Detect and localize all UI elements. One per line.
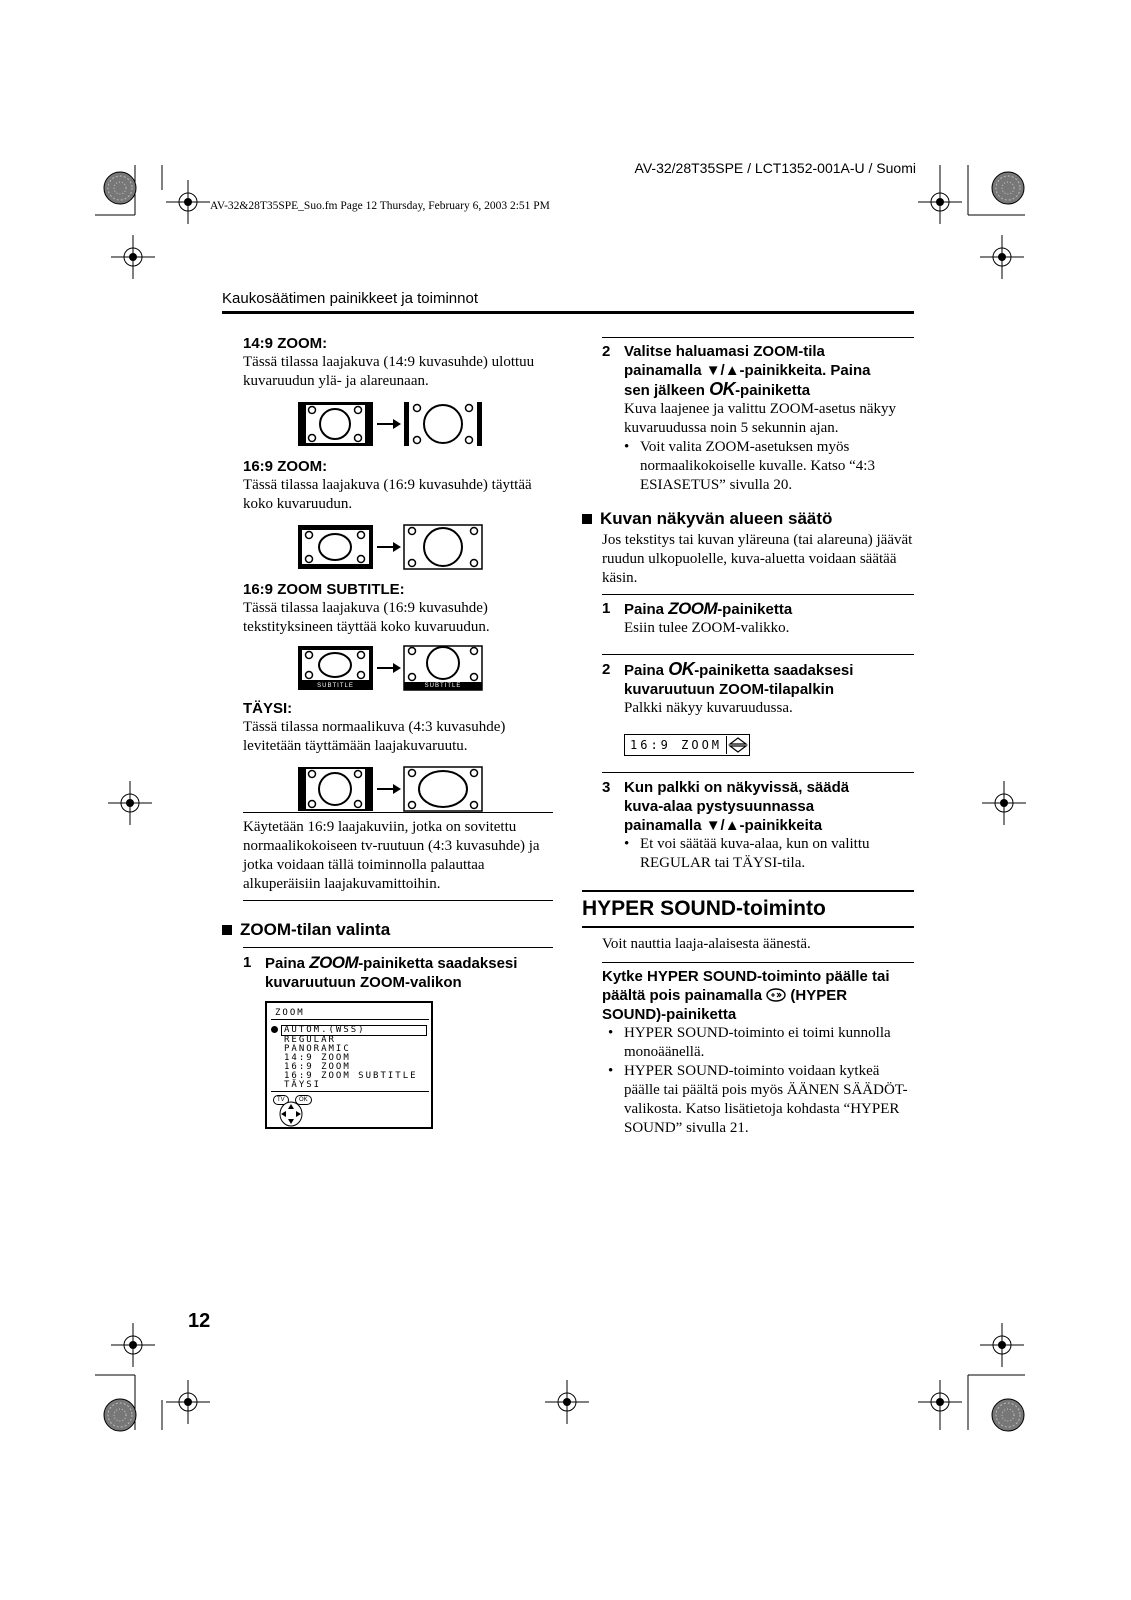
area-step1-rule	[602, 594, 914, 595]
header-rule	[222, 311, 914, 314]
area-heading-text: Kuvan näkyvän alueen säätö	[600, 509, 833, 528]
taysi-title: TÄYSI:	[243, 700, 293, 717]
area-step3-rule	[602, 772, 914, 773]
zoom-select-step1	[243, 953, 555, 992]
file-info: AV-32&28T35SPE_Suo.fm Page 12 Thursday, February 6, 2003 2:51 PM	[210, 200, 550, 212]
ok-button-logo: OK	[668, 659, 695, 679]
zoom-menu-title: ZOOM	[275, 1008, 305, 1018]
zoom149-title: 14:9 ZOOM:	[243, 335, 328, 352]
section-title: Kaukosäätimen painikkeet ja toiminnot	[222, 290, 478, 307]
hyper-instruction-text: Kytke HYPER SOUND-toiminto päälle tai päältä pois painamalla (HYPER SOUND)-painiketta	[602, 968, 890, 1023]
area-step2-body: Palkki näkyy kuvaruudussa.	[624, 700, 793, 716]
zoom-select-rule	[243, 947, 553, 948]
taysi-body: Tässä tilassa normaalikuva (4:3 kuvasuhde) levitetään täyttämään laajakuvaruutu.	[243, 719, 506, 754]
zoom169sub-title: 16:9 ZOOM SUBTITLE:	[243, 581, 405, 598]
up-down-arrow-icon	[726, 736, 749, 754]
step-number: 3	[602, 779, 611, 796]
zoom-menu-item[interactable]: 16:9 ZOOM SUBTITLE	[284, 1071, 418, 1081]
area-step1	[602, 599, 916, 638]
doc-id: AV-32/28T35SPE / LCT1352-001A-U / Suomi	[634, 160, 916, 176]
hyper-intro: Voit nauttia laaja-alaisesta äänestä.	[602, 936, 811, 952]
zoom-menu-item[interactable]: PANORAMIC	[284, 1044, 351, 1054]
area-body: Jos tekstitys tai kuvan yläreuna (tai alareuna) jäävät ruudun ulkopuolelle, kuva-aluetta voidaan säätää käsin.	[602, 532, 913, 586]
zoom169sub-illustration	[297, 645, 487, 693]
square-bullet-icon	[222, 925, 232, 935]
hyper-sound-button-icon	[766, 988, 786, 1002]
area-step3	[602, 778, 916, 873]
step2-bullet: • Voit valita ZOOM-asetuksen myös normaalikokoiselle kuvalle. Katso “4:3 ESIASETUS” sivulla 20.	[624, 439, 875, 493]
square-bullet-icon	[582, 514, 592, 524]
navigation-pad-icon	[279, 1101, 303, 1127]
zoom-bar	[624, 734, 750, 756]
page-number: 12	[188, 1310, 211, 1332]
zoom-select-heading-text: ZOOM-tilan valinta	[240, 920, 391, 939]
zoom-button-logo: ZOOM	[668, 599, 718, 618]
ok-button-icon: OK	[295, 1095, 312, 1105]
zoom-select-heading	[222, 920, 390, 940]
zoom-button-logo: ZOOM	[309, 953, 359, 972]
area-step1-body: Esiin tulee ZOOM-valikko.	[624, 620, 790, 636]
step-text: Paina ZOOM-painiketta	[624, 599, 793, 618]
zoom-menu-item[interactable]: REGULAR	[284, 1035, 336, 1045]
area-step3-bullet: • Et voi säätää kuva-alaa, kun on valittu REGULAR tai TÄYSI-tila.	[624, 836, 870, 871]
hyper-instr-rule	[602, 962, 914, 963]
left-note-rule-top	[243, 812, 553, 813]
zoom-menu-item-selected[interactable]: AUTOM.(WSS)	[281, 1025, 427, 1036]
zoom-menu-item[interactable]: TÄYSI	[284, 1080, 322, 1090]
step-number: 2	[602, 343, 611, 360]
left-column	[243, 334, 553, 814]
ok-button-logo: OK	[709, 379, 736, 399]
subtitle-label-left: SUBTITLE	[317, 683, 354, 689]
zoom169-illustration	[297, 524, 487, 572]
step-text: Paina ZOOM-painiketta saadaksesi kuvaruutuun ZOOM-valikon	[265, 953, 518, 991]
area-step2-rule	[602, 654, 914, 655]
area-heading	[582, 509, 832, 529]
hyper-title: HYPER SOUND-toiminto	[582, 897, 826, 920]
step-text: Paina OK-painiketta saadaksesi kuvaruutuun ZOOM-tilapalkin	[624, 659, 854, 698]
zoom-menu-screen	[265, 1001, 433, 1129]
hyper-bullet-2: • HYPER SOUND-toiminto voidaan kytkeä päälle tai päältä pois myös ÄÄNEN SÄÄDÖT-valikosta. Katso lisätietoja kohdasta “HYPER SOUND” sivulla 21.	[608, 1063, 908, 1136]
right-step2-rule	[602, 337, 914, 338]
right-step2	[602, 342, 916, 495]
step-number: 1	[243, 954, 252, 971]
zoom149-body: Tässä tilassa laajakuva (14:9 kuvasuhde) ulottuu kuvaruudun ylä- ja alareunaan.	[243, 354, 535, 389]
zoom-menu-list	[281, 1025, 427, 1090]
hyper-bullet-1: • HYPER SOUND-toiminto ei toimi kunnolla monoäänellä.	[608, 1025, 891, 1060]
step-text: Kun palkki on näkyvissä, säädä kuva-alaa pystysuunnassa painamalla ▼/▲-painikkeita	[624, 779, 850, 834]
subtitle-label-right: SUBTITLE	[424, 683, 462, 689]
left-note: Käytetään 16:9 laajakuviin, jotka on sovitettu normaalikokoiseen tv-ruutuun (4:3 kuvasuhde) ja jotka voidaan tällä toiminnolla palauttaa alkuperäisiin laajakuvamittoihin.	[243, 819, 540, 892]
left-note-rule-bottom	[243, 900, 553, 901]
step-text: Valitse haluamasi ZOOM-tila painamalla ▼/▲-painikkeita. Paina sen jälkeen OK-painiketta	[624, 343, 871, 399]
zoom169sub-body: Tässä tilassa laajakuva (16:9 kuvasuhde) tekstityksineen täyttää koko kuvaruudun.	[243, 600, 490, 635]
tv-button-icon: TV	[273, 1095, 289, 1105]
zoom-menu-pointer-icon	[271, 1026, 278, 1033]
step-number: 2	[602, 661, 611, 678]
zoom149-illustration	[297, 401, 487, 449]
step-number: 1	[602, 600, 611, 617]
hyper-rule-top	[582, 890, 914, 892]
zoom169-body: Tässä tilassa laajakuva (16:9 kuvasuhde) täyttää koko kuvaruudun.	[243, 477, 532, 512]
hyper-instruction	[602, 967, 914, 1138]
zoom-menu-item[interactable]: 16:9 ZOOM	[284, 1062, 351, 1072]
step2-body: Kuva laajenee ja valittu ZOOM-asetus näkyy kuvaruudussa noin 5 sekunnin ajan.	[624, 401, 896, 436]
hyper-rule-bottom	[582, 926, 914, 928]
zoom-bar-label: 16:9 ZOOM	[630, 738, 723, 752]
area-step2	[602, 660, 916, 718]
zoom-menu-item[interactable]: 14:9 ZOOM	[284, 1053, 351, 1063]
zoom169-title: 16:9 ZOOM:	[243, 458, 328, 475]
taysi-illustration	[297, 766, 487, 814]
